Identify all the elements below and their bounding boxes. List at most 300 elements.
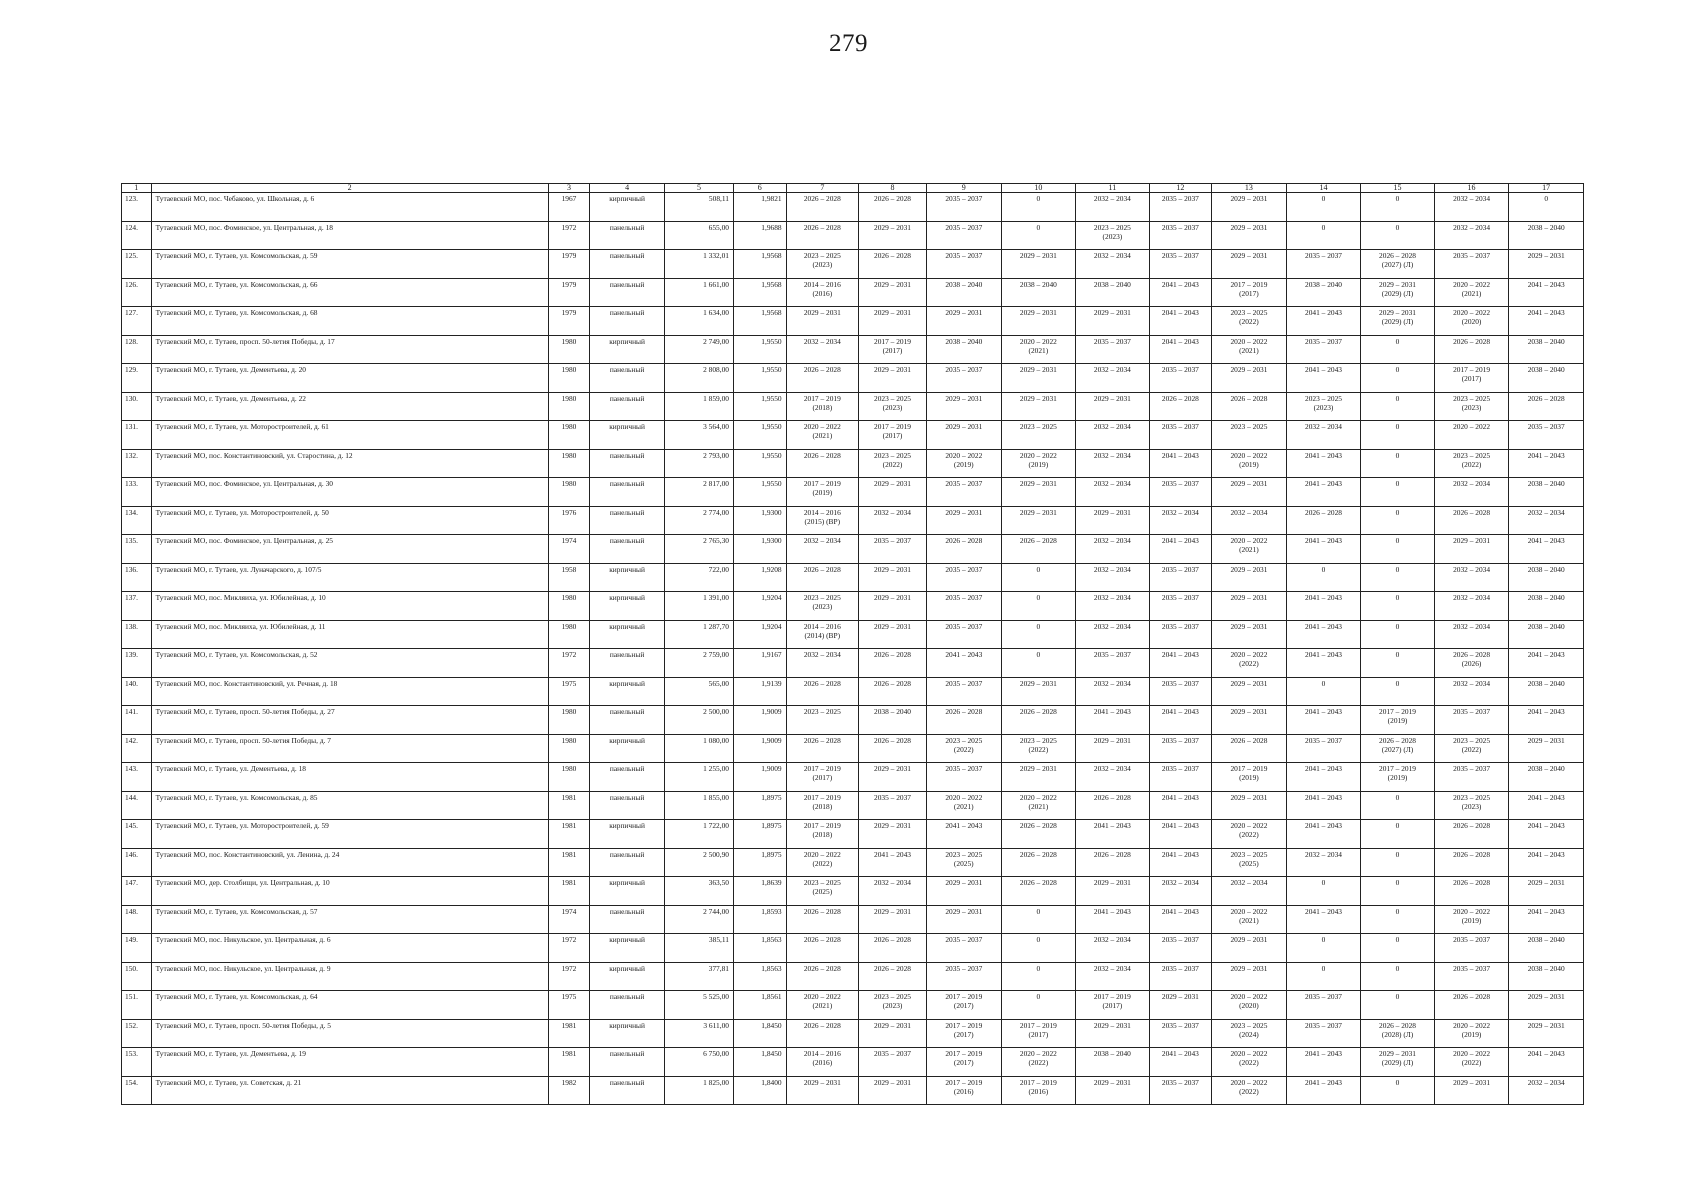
table-cell: 2029 – 2031 xyxy=(1001,677,1076,706)
table-cell: 2038 – 2040 xyxy=(1509,478,1584,507)
column-number: 6 xyxy=(733,184,786,193)
table-cell: 2029 – 2031 xyxy=(1212,962,1287,991)
column-number: 8 xyxy=(859,184,927,193)
table-cell: 2038 – 2040 xyxy=(1509,962,1584,991)
table-cell: 2041 – 2043 xyxy=(1149,905,1212,934)
table-cell: 2038 – 2040 xyxy=(927,278,1002,307)
table-cell: 2032 – 2034 xyxy=(1076,364,1149,393)
table-cell: 2029 – 2031 xyxy=(1212,250,1287,279)
table-cell: 2038 – 2040 xyxy=(1076,1048,1149,1077)
table-cell: 2026 – 2028 xyxy=(1434,820,1509,849)
table-cell: 2029 – 2031 xyxy=(859,1019,927,1048)
table-cell: Тутаевский МО, пос. Константиновский, ул. Речная, д. 18 xyxy=(151,677,548,706)
table-cell: 2026 – 2028 xyxy=(1434,991,1509,1020)
table-cell: 148. xyxy=(122,905,152,934)
table-cell: 130. xyxy=(122,392,152,421)
table-cell: 2035 – 2037 xyxy=(1434,962,1509,991)
table-cell: панельный xyxy=(590,1048,665,1077)
table-cell: 2020 – 2022 (2021) xyxy=(1001,791,1076,820)
table-cell: 0 xyxy=(1361,592,1434,621)
table-cell: 2017 – 2019 (2019) xyxy=(1361,763,1434,792)
column-number: 11 xyxy=(1076,184,1149,193)
table-row xyxy=(122,449,1584,478)
table-cell: 2017 – 2019 (2017) xyxy=(859,335,927,364)
table-cell: 0 xyxy=(1001,620,1076,649)
table-row xyxy=(122,592,1584,621)
table-cell: Тутаевский МО, г. Тутаев, ул. Комсомольская, д. 66 xyxy=(151,278,548,307)
table-cell: 2017 – 2019 (2017) xyxy=(1076,991,1149,1020)
table-cell: 2035 – 2037 xyxy=(1149,364,1212,393)
table-cell: 2026 – 2028 xyxy=(786,221,858,250)
table-cell: 2041 – 2043 xyxy=(1509,706,1584,735)
table-cell: 2035 – 2037 xyxy=(1286,734,1361,763)
table-cell: 2017 – 2019 (2018) xyxy=(786,820,858,849)
table-cell: 2041 – 2043 xyxy=(1286,535,1361,564)
table-cell: 1980 xyxy=(548,734,590,763)
table-cell: Тутаевский МО, г. Тутаев, просп. 50-летия Победы, д. 27 xyxy=(151,706,548,735)
table-row xyxy=(122,1048,1584,1077)
table-cell: 2041 – 2043 xyxy=(1149,535,1212,564)
table-cell: 2020 – 2022 (2022) xyxy=(786,848,858,877)
table-cell: 135. xyxy=(122,535,152,564)
table-cell: 0 xyxy=(1361,563,1434,592)
table-cell: 2038 – 2040 xyxy=(1509,364,1584,393)
table-cell: 145. xyxy=(122,820,152,849)
table-cell: 137. xyxy=(122,592,152,621)
table-row xyxy=(122,335,1584,364)
table-cell: 1,9821 xyxy=(733,193,786,222)
table-cell: Тутаевский МО, г. Тутаев, ул. Комсомольская, д. 59 xyxy=(151,250,548,279)
table-cell: 0 xyxy=(1361,905,1434,934)
table-cell: 2032 – 2034 xyxy=(1076,478,1149,507)
table-cell: 2029 – 2031 xyxy=(927,506,1002,535)
table-cell: 1974 xyxy=(548,535,590,564)
table-cell: 2038 – 2040 xyxy=(1509,592,1584,621)
table-cell: 2023 – 2025 (2024) xyxy=(1212,1019,1287,1048)
table-cell: 2041 – 2043 xyxy=(1149,307,1212,336)
table-cell: 2029 – 2031 xyxy=(859,763,927,792)
table-cell: 1958 xyxy=(548,563,590,592)
table-cell: 2032 – 2034 xyxy=(1076,563,1149,592)
table-cell: 2035 – 2037 xyxy=(927,193,1002,222)
table-cell: 1,8639 xyxy=(733,877,786,906)
table-cell: 2026 – 2028 xyxy=(1076,848,1149,877)
table-cell: Тутаевский МО, г. Тутаев, ул. Комсомольская, д. 57 xyxy=(151,905,548,934)
table-cell: 2020 – 2022 (2022) xyxy=(1434,1048,1509,1077)
table-cell: 2035 – 2037 xyxy=(927,677,1002,706)
table-cell: 2041 – 2043 xyxy=(1509,535,1584,564)
table-cell: 2029 – 2031 xyxy=(927,421,1002,450)
table-cell: 2023 – 2025 (2023) xyxy=(1434,791,1509,820)
table-cell: 2035 – 2037 xyxy=(1149,421,1212,450)
table-cell: 2035 – 2037 xyxy=(1149,193,1212,222)
table-cell: 2026 – 2028 xyxy=(786,449,858,478)
table-cell: 1972 xyxy=(548,649,590,678)
table-cell: 2035 – 2037 xyxy=(1149,620,1212,649)
table-cell: 2026 – 2028 xyxy=(1434,877,1509,906)
table-cell: 2032 – 2034 xyxy=(1434,221,1509,250)
table-row xyxy=(122,250,1584,279)
table-cell: Тутаевский МО, г. Тутаев, ул. Советская, д. 21 xyxy=(151,1076,548,1105)
table-cell: 2023 – 2025 xyxy=(786,706,858,735)
table-cell: 133. xyxy=(122,478,152,507)
table-cell: 2029 – 2031 xyxy=(1509,1019,1584,1048)
table-cell: 2026 – 2028 xyxy=(1434,506,1509,535)
table-cell: Тутаевский МО, г. Тутаев, ул. Дементьева, д. 20 xyxy=(151,364,548,393)
table-cell: 142. xyxy=(122,734,152,763)
table-cell: 2020 – 2022 (2019) xyxy=(927,449,1002,478)
table-cell: 2026 – 2028 xyxy=(1001,820,1076,849)
table-cell: 2038 – 2040 xyxy=(1509,620,1584,649)
table-cell: 2041 – 2043 xyxy=(1149,278,1212,307)
table-cell: 1,8450 xyxy=(733,1019,786,1048)
table-cell: 2020 – 2022 (2022) xyxy=(1212,1076,1287,1105)
table-cell: 2041 – 2043 xyxy=(859,848,927,877)
table-cell: 2035 – 2037 xyxy=(927,221,1002,250)
table-cell: 2029 – 2031 xyxy=(1212,791,1287,820)
column-number: 15 xyxy=(1361,184,1434,193)
table-cell: 1972 xyxy=(548,221,590,250)
table-cell: 2029 – 2031 xyxy=(927,905,1002,934)
table-cell: 0 xyxy=(1361,506,1434,535)
table-cell: 2026 – 2028 xyxy=(927,706,1002,735)
table-cell: 2 759,00 xyxy=(664,649,733,678)
table-cell: 2035 – 2037 xyxy=(1434,706,1509,735)
table-cell: 2041 – 2043 xyxy=(1509,278,1584,307)
table-cell: Тутаевский МО, г. Тутаев, ул. Комсомольская, д. 85 xyxy=(151,791,548,820)
table-cell: 0 xyxy=(1361,620,1434,649)
table-cell: 2014 – 2016 (2014) (ВР) xyxy=(786,620,858,649)
table-cell: 2029 – 2031 xyxy=(1001,307,1076,336)
table-cell: 1 661,00 xyxy=(664,278,733,307)
table-row xyxy=(122,620,1584,649)
table-cell: 2026 – 2028 (2028) (Л) xyxy=(1361,1019,1434,1048)
table-cell: 1980 xyxy=(548,592,590,621)
table-cell: 153. xyxy=(122,1048,152,1077)
table-cell: 2017 – 2019 (2017) xyxy=(927,1019,1002,1048)
table-cell: 146. xyxy=(122,848,152,877)
table-cell: 139. xyxy=(122,649,152,678)
table-cell: 565,00 xyxy=(664,677,733,706)
table-cell: 0 xyxy=(1286,677,1361,706)
table-cell: 1979 xyxy=(548,278,590,307)
column-number: 3 xyxy=(548,184,590,193)
table-cell: 2035 – 2037 xyxy=(1286,1019,1361,1048)
table-cell: 2017 – 2019 (2018) xyxy=(786,392,858,421)
table-cell: 377,81 xyxy=(664,962,733,991)
table-cell: панельный xyxy=(590,307,665,336)
table-cell: кирпичный xyxy=(590,193,665,222)
table-cell: 1980 xyxy=(548,620,590,649)
table-cell: 0 xyxy=(1361,877,1434,906)
table-cell: 2035 – 2037 xyxy=(1434,250,1509,279)
table-cell: 1,8400 xyxy=(733,1076,786,1105)
table-cell: 1,9550 xyxy=(733,392,786,421)
table-cell: 2032 – 2034 xyxy=(1509,1076,1584,1105)
column-number: 14 xyxy=(1286,184,1361,193)
table-cell: 2035 – 2037 xyxy=(1149,221,1212,250)
table-cell: 1981 xyxy=(548,1048,590,1077)
table-cell: 2020 – 2022 xyxy=(1434,421,1509,450)
repair-schedule-table xyxy=(121,183,1584,1105)
table-row xyxy=(122,962,1584,991)
table-cell: 1,9568 xyxy=(733,250,786,279)
table-cell: 1975 xyxy=(548,677,590,706)
table-cell: 2041 – 2043 xyxy=(1286,1048,1361,1077)
table-cell: 0 xyxy=(1361,421,1434,450)
table-cell: 1974 xyxy=(548,905,590,934)
table-cell: 0 xyxy=(1001,563,1076,592)
table-cell: 2032 – 2034 xyxy=(1076,193,1149,222)
table-cell: 2026 – 2028 xyxy=(786,734,858,763)
table-cell: панельный xyxy=(590,905,665,934)
table-cell: 125. xyxy=(122,250,152,279)
table-cell: 2017 – 2019 (2016) xyxy=(927,1076,1002,1105)
table-cell: 2041 – 2043 xyxy=(1286,820,1361,849)
table-cell: 0 xyxy=(1361,535,1434,564)
table-cell: 1 391,00 xyxy=(664,592,733,621)
table-cell: 132. xyxy=(122,449,152,478)
table-cell: 2026 – 2028 xyxy=(786,905,858,934)
table-cell: 2032 – 2034 xyxy=(1076,677,1149,706)
table-cell: 2032 – 2034 xyxy=(786,335,858,364)
table-cell: 151. xyxy=(122,991,152,1020)
table-cell: 2029 – 2031 xyxy=(1509,877,1584,906)
table-cell: 363,50 xyxy=(664,877,733,906)
table-cell: 2029 – 2031 xyxy=(1076,307,1149,336)
table-cell: 2032 – 2034 xyxy=(1149,877,1212,906)
table-cell: 2026 – 2028 xyxy=(859,734,927,763)
table-cell: 2 500,90 xyxy=(664,848,733,877)
table-cell: 2020 – 2022 (2021) xyxy=(1434,278,1509,307)
table-row xyxy=(122,193,1584,222)
table-cell: 2020 – 2022 (2019) xyxy=(1434,905,1509,934)
table-cell: 0 xyxy=(1001,991,1076,1020)
table-cell: 2032 – 2034 xyxy=(1434,563,1509,592)
column-number: 4 xyxy=(590,184,665,193)
table-cell: 2029 – 2031 xyxy=(1001,506,1076,535)
table-cell: 2035 – 2037 xyxy=(927,478,1002,507)
table-cell: 0 xyxy=(1361,221,1434,250)
table-cell: 1980 xyxy=(548,364,590,393)
table-cell: 2029 – 2031 xyxy=(859,592,927,621)
table-cell: 2023 – 2025 (2023) xyxy=(859,991,927,1020)
table-cell: 2035 – 2037 xyxy=(859,1048,927,1077)
table-cell: 2041 – 2043 xyxy=(1286,905,1361,934)
table-cell: 144. xyxy=(122,791,152,820)
table-cell: 2026 – 2028 xyxy=(786,563,858,592)
table-cell: 2020 – 2022 (2021) xyxy=(1001,335,1076,364)
table-cell: 2029 – 2031 xyxy=(1001,763,1076,792)
table-cell: 140. xyxy=(122,677,152,706)
table-cell: 2029 – 2031 xyxy=(1434,1076,1509,1105)
table-cell: 0 xyxy=(1361,820,1434,849)
table-cell: 0 xyxy=(1001,592,1076,621)
table-cell: 1,9167 xyxy=(733,649,786,678)
table-cell: 2023 – 2025 xyxy=(1212,421,1287,450)
table-cell: 2026 – 2028 xyxy=(1212,392,1287,421)
table-cell: 2029 – 2031 xyxy=(859,620,927,649)
table-cell: Тутаевский МО, пос. Микляиха, ул. Юбилейная, д. 11 xyxy=(151,620,548,649)
table-cell: 2 774,00 xyxy=(664,506,733,535)
table-cell: 2041 – 2043 xyxy=(1509,1048,1584,1077)
table-cell: 2026 – 2028 xyxy=(859,677,927,706)
table-cell: 2017 – 2019 (2017) xyxy=(927,1048,1002,1077)
table-row xyxy=(122,848,1584,877)
table-cell: 1 722,00 xyxy=(664,820,733,849)
table-cell: 0 xyxy=(1361,848,1434,877)
table-cell: 1980 xyxy=(548,335,590,364)
table-cell: 2038 – 2040 xyxy=(859,706,927,735)
table-cell: кирпичный xyxy=(590,1019,665,1048)
table-cell: 2029 – 2031 xyxy=(1076,1019,1149,1048)
table-cell: 2041 – 2043 xyxy=(927,649,1002,678)
table-cell: 2020 – 2022 (2021) xyxy=(1212,335,1287,364)
table-cell: кирпичный xyxy=(590,563,665,592)
table-cell: 2035 – 2037 xyxy=(1076,335,1149,364)
table-cell: 1980 xyxy=(548,478,590,507)
table-cell: 2017 – 2019 (2017) xyxy=(1001,1019,1076,1048)
table-cell: 2020 – 2022 (2022) xyxy=(1001,1048,1076,1077)
table-cell: панельный xyxy=(590,848,665,877)
table-cell: 2035 – 2037 xyxy=(1149,677,1212,706)
table-cell: 2035 – 2037 xyxy=(859,535,927,564)
table-cell: 2029 – 2031 xyxy=(1212,193,1287,222)
table-cell: 0 xyxy=(1361,392,1434,421)
table-cell: 2035 – 2037 xyxy=(1434,763,1509,792)
table-cell: 2032 – 2034 xyxy=(1212,506,1287,535)
table-cell: 2032 – 2034 xyxy=(859,877,927,906)
table-row xyxy=(122,791,1584,820)
table-cell: 0 xyxy=(1286,221,1361,250)
table-cell: 124. xyxy=(122,221,152,250)
table-cell: 2041 – 2043 xyxy=(1286,620,1361,649)
table-cell: 2029 – 2031 xyxy=(1001,250,1076,279)
table-cell: 2 500,00 xyxy=(664,706,733,735)
table-cell: 2035 – 2037 xyxy=(1149,478,1212,507)
table-cell: 149. xyxy=(122,934,152,963)
table-cell: 1,8975 xyxy=(733,791,786,820)
table-cell: 1,9550 xyxy=(733,335,786,364)
table-cell: 2035 – 2037 xyxy=(927,763,1002,792)
table-cell: кирпичный xyxy=(590,335,665,364)
table-row xyxy=(122,563,1584,592)
table-cell: 2029 – 2031 xyxy=(1212,620,1287,649)
table-cell: 2029 – 2031 xyxy=(927,307,1002,336)
table-cell: Тутаевский МО, г. Тутаев, ул. Дементьева, д. 19 xyxy=(151,1048,548,1077)
table-row xyxy=(122,991,1584,1020)
column-number: 7 xyxy=(786,184,858,193)
table-row xyxy=(122,1076,1584,1105)
table-cell: 2029 – 2031 xyxy=(859,364,927,393)
table-cell: 2020 – 2022 (2021) xyxy=(927,791,1002,820)
table-cell: 1975 xyxy=(548,991,590,1020)
table-cell: 2035 – 2037 xyxy=(927,934,1002,963)
table-cell: 2035 – 2037 xyxy=(1286,335,1361,364)
table-cell: 2029 – 2031 xyxy=(1509,250,1584,279)
table-cell: 2023 – 2025 (2022) xyxy=(859,449,927,478)
table-cell: 0 xyxy=(1361,1076,1434,1105)
table-cell: Тутаевский МО, г. Тутаев, просп. 50-летия Победы, д. 17 xyxy=(151,335,548,364)
table-cell: 2020 – 2022 (2022) xyxy=(1212,649,1287,678)
table-cell: 2035 – 2037 xyxy=(1286,250,1361,279)
table-cell: 2026 – 2028 xyxy=(859,962,927,991)
table-cell: 2041 – 2043 xyxy=(1149,1048,1212,1077)
table-cell: 0 xyxy=(1001,934,1076,963)
table-cell: 0 xyxy=(1361,649,1434,678)
table-cell: панельный xyxy=(590,535,665,564)
table-cell: 2017 – 2019 (2017) xyxy=(786,763,858,792)
table-cell: 2029 – 2031 xyxy=(927,877,1002,906)
table-cell: 2026 – 2028 xyxy=(1001,877,1076,906)
table-cell: Тутаевский МО, г. Тутаев, ул. Дементьева, д. 18 xyxy=(151,763,548,792)
table-cell: 2038 – 2040 xyxy=(1001,278,1076,307)
table-cell: 2026 – 2028 xyxy=(1434,335,1509,364)
table-cell: 129. xyxy=(122,364,152,393)
table-cell: 2026 – 2028 (2026) xyxy=(1434,649,1509,678)
table-row xyxy=(122,763,1584,792)
table-cell: 2017 – 2019 (2017) xyxy=(859,421,927,450)
table-cell: 2029 – 2031 xyxy=(1001,364,1076,393)
table-cell: 2029 – 2031 xyxy=(1001,392,1076,421)
table-cell: панельный xyxy=(590,449,665,478)
column-number: 17 xyxy=(1509,184,1584,193)
table-cell: Тутаевский МО, пос. Константиновский, ул. Старостина, д. 12 xyxy=(151,449,548,478)
table-cell: 2035 – 2037 xyxy=(927,592,1002,621)
table-cell: 2041 – 2043 xyxy=(1286,478,1361,507)
table-cell: 2023 – 2025 (2023) xyxy=(1076,221,1149,250)
table-row xyxy=(122,905,1584,934)
table-cell: 1,8975 xyxy=(733,848,786,877)
table-cell: 2023 – 2025 (2023) xyxy=(1286,392,1361,421)
table-row xyxy=(122,877,1584,906)
table-cell: кирпичный xyxy=(590,677,665,706)
table-cell: 2023 – 2025 (2022) xyxy=(1434,449,1509,478)
table-cell: 1 859,00 xyxy=(664,392,733,421)
table-cell: 2029 – 2031 xyxy=(1212,934,1287,963)
table-cell: 2029 – 2031 xyxy=(859,905,927,934)
table-cell: 2032 – 2034 xyxy=(1076,620,1149,649)
table-cell: 2041 – 2043 xyxy=(1286,706,1361,735)
table-cell: 2017 – 2019 (2016) xyxy=(1001,1076,1076,1105)
table-cell: 2041 – 2043 xyxy=(1149,335,1212,364)
table-cell: 1 825,00 xyxy=(664,1076,733,1105)
table-cell: 0 xyxy=(1286,563,1361,592)
table-cell: 2023 – 2025 (2025) xyxy=(1212,848,1287,877)
table-cell: 2029 – 2031 xyxy=(927,392,1002,421)
table-cell: 2026 – 2028 xyxy=(1076,791,1149,820)
table-cell: Тутаевский МО, пос. Фоминское, ул. Центральная, д. 18 xyxy=(151,221,548,250)
table-cell: 2035 – 2037 xyxy=(1509,421,1584,450)
table-cell: кирпичный xyxy=(590,421,665,450)
table-cell: 131. xyxy=(122,421,152,450)
table-row xyxy=(122,278,1584,307)
table-cell: 2017 – 2019 (2017) xyxy=(1212,278,1287,307)
table-cell: 2041 – 2043 xyxy=(1076,820,1149,849)
table-cell: 1,9208 xyxy=(733,563,786,592)
table-cell: 385,11 xyxy=(664,934,733,963)
table-cell: 1,9139 xyxy=(733,677,786,706)
table-cell: 2029 – 2031 xyxy=(1076,506,1149,535)
table-cell: 2029 – 2031 xyxy=(859,820,927,849)
table-cell: 3 564,00 xyxy=(664,421,733,450)
table-cell: 0 xyxy=(1361,478,1434,507)
table-cell: 2029 – 2031 xyxy=(1076,877,1149,906)
table-cell: 1982 xyxy=(548,1076,590,1105)
table-cell: 2029 – 2031 xyxy=(1076,734,1149,763)
table-cell: 0 xyxy=(1001,193,1076,222)
table-cell: 2041 – 2043 xyxy=(1286,364,1361,393)
